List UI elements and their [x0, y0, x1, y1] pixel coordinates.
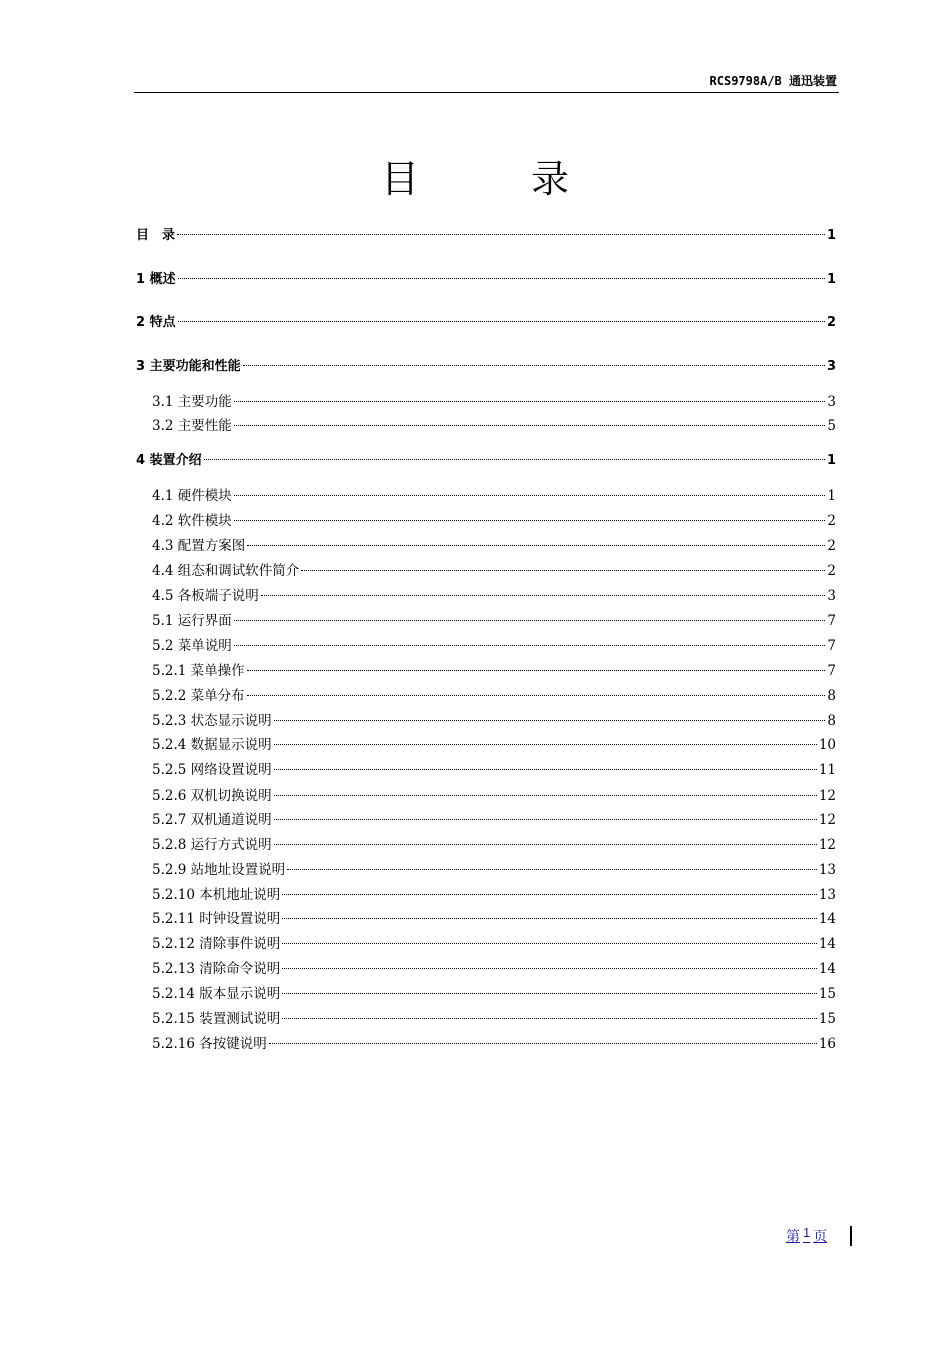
toc-entry-page: 1	[826, 228, 836, 243]
toc-leader	[178, 278, 825, 279]
toc-entry-label: 2 特点	[136, 315, 176, 330]
toc-entry-label: 5.2.13 清除命令说明	[152, 961, 281, 977]
toc-entry[interactable]	[152, 586, 836, 606]
toc-entry-page: 3	[827, 588, 836, 604]
toc-entry-label: 5.2.8 运行方式说明	[152, 837, 272, 853]
toc-entry-label: 目 录	[136, 228, 176, 243]
toc-entry-page: 2	[827, 513, 836, 529]
toc-entry[interactable]	[152, 536, 836, 556]
toc-entry[interactable]	[152, 786, 836, 806]
toc-entry-label: 3.1 主要功能	[152, 394, 232, 410]
toc-entry-page: 13	[818, 862, 836, 878]
toc-leader	[282, 943, 817, 944]
toc-leader	[247, 670, 826, 671]
toc-leader	[247, 695, 826, 696]
toc-leader	[177, 234, 825, 235]
toc-entry[interactable]	[152, 885, 836, 905]
toc-leader	[274, 720, 826, 721]
toc-leader	[243, 365, 825, 366]
toc-entry-page: 12	[818, 837, 836, 853]
toc-entry-page: 3	[827, 394, 836, 410]
document-title: 目 录	[380, 157, 620, 201]
toc-entry-page: 10	[818, 737, 836, 753]
toc-entry-label: 3.2 主要性能	[152, 418, 232, 434]
toc-entry[interactable]	[136, 270, 836, 290]
toc-entry-label: 5.2 菜单说明	[152, 638, 232, 654]
toc-entry-page: 14	[818, 911, 836, 927]
toc-entry-label: 5.2.1 菜单操作	[152, 663, 245, 679]
toc-entry[interactable]	[152, 486, 836, 506]
footer-prefix: 第	[786, 1229, 800, 1245]
toc-leader	[274, 744, 817, 745]
toc-leader	[269, 1043, 817, 1044]
toc-entry-page: 7	[827, 663, 836, 679]
toc-entry[interactable]	[152, 611, 836, 631]
toc-entry[interactable]	[152, 735, 836, 755]
toc-entry-label: 4 装置介绍	[136, 453, 202, 468]
toc-entry-page: 8	[827, 688, 836, 704]
toc-entry[interactable]	[152, 860, 836, 880]
toc-entry-page: 2	[827, 563, 836, 579]
toc-entry-label: 4.1 硬件模块	[152, 488, 232, 504]
toc-entry-page: 2	[826, 315, 836, 330]
toc-entry-page: 3	[826, 359, 836, 374]
toc-entry[interactable]	[136, 313, 836, 333]
toc-entry-page: 7	[827, 613, 836, 629]
toc-leader	[282, 993, 817, 994]
toc-entry[interactable]	[136, 357, 836, 377]
toc-leader	[282, 894, 817, 895]
toc-entry[interactable]	[152, 934, 836, 954]
toc-entry-label: 5.1 运行界面	[152, 613, 232, 629]
toc-entry[interactable]	[152, 909, 836, 929]
toc-leader	[274, 795, 817, 796]
footer-divider	[850, 1226, 852, 1246]
toc-entry-label: 5.2.11 时钟设置说明	[152, 911, 281, 927]
toc-leader	[247, 545, 825, 546]
toc-entry-label: 3 主要功能和性能	[136, 359, 241, 374]
toc-entry[interactable]	[152, 835, 836, 855]
toc-leader	[274, 769, 817, 770]
toc-entry-page: 12	[818, 788, 836, 804]
toc-entry-label: 5.2.9 站地址设置说明	[152, 862, 286, 878]
toc-leader	[274, 844, 817, 845]
toc-entry-page: 8	[827, 713, 836, 729]
toc-entry[interactable]	[152, 1009, 836, 1029]
footer-page-number: 1	[803, 1225, 811, 1240]
toc-entry-label: 5.2.12 清除事件说明	[152, 936, 281, 952]
toc-entry[interactable]	[152, 984, 836, 1004]
toc-entry[interactable]	[136, 226, 836, 246]
toc-entry[interactable]	[152, 511, 836, 531]
toc-entry-page: 12	[818, 812, 836, 828]
toc-entry-label: 5.2.15 装置测试说明	[152, 1011, 281, 1027]
toc-entry[interactable]	[152, 760, 836, 780]
toc-leader	[234, 495, 826, 496]
toc-entry-page: 2	[827, 538, 836, 554]
toc-entry[interactable]	[152, 392, 836, 412]
toc-entry[interactable]	[136, 451, 836, 471]
toc-leader	[234, 645, 826, 646]
toc-entry-label: 4.3 配置方案图	[152, 538, 246, 554]
toc-entry-page: 13	[818, 887, 836, 903]
toc-leader	[274, 819, 817, 820]
toc-entry-label: 5.2.16 各按键说明	[152, 1036, 267, 1052]
toc-entry[interactable]	[152, 810, 836, 830]
toc-leader	[282, 968, 817, 969]
toc-entry[interactable]	[152, 959, 836, 979]
toc-entry-label: 5.2.14 版本显示说明	[152, 986, 281, 1002]
toc-entry[interactable]	[152, 561, 836, 581]
toc-leader	[234, 401, 826, 402]
toc-leader	[178, 321, 825, 322]
toc-leader	[234, 620, 826, 621]
toc-entry[interactable]	[152, 416, 836, 436]
page-footer	[786, 1225, 827, 1246]
toc-entry[interactable]	[152, 686, 836, 706]
toc-leader	[234, 425, 826, 426]
toc-entry-label: 5.2.7 双机通道说明	[152, 812, 272, 828]
toc-entry-label: 5.2.4 数据显示说明	[152, 737, 272, 753]
toc-entry-label: 1 概述	[136, 272, 176, 287]
toc-leader	[282, 918, 817, 919]
toc-entry-page: 1	[827, 488, 836, 504]
toc-entry-page: 1	[826, 453, 836, 468]
toc-entry-label: 4.4 组态和调试软件简介	[152, 563, 300, 579]
toc-entry[interactable]	[152, 661, 836, 681]
toc-leader	[204, 459, 825, 460]
toc-entry-page: 16	[818, 1036, 836, 1052]
toc-entry[interactable]	[152, 636, 836, 656]
toc-entry-label: 4.2 软件模块	[152, 513, 232, 529]
toc-entry-page: 1	[826, 272, 836, 287]
toc-leader	[234, 520, 826, 521]
footer-suffix: 页	[813, 1229, 828, 1245]
toc-leader	[282, 1018, 817, 1019]
toc-entry-label: 5.2.6 双机切换说明	[152, 788, 272, 804]
toc-entry-label: 5.2.5 网络设置说明	[152, 762, 272, 778]
toc-entry-label: 5.2.10 本机地址说明	[152, 887, 281, 903]
header-title: RCS9798A/B 通迅装置	[709, 74, 837, 88]
page-header	[134, 68, 839, 93]
toc-entry[interactable]	[152, 711, 836, 731]
toc-entry[interactable]	[152, 1034, 836, 1054]
toc-entry-page: 14	[818, 936, 836, 952]
toc-entry-page: 7	[827, 638, 836, 654]
toc-entry-page: 5	[827, 418, 836, 434]
toc-entry-page: 15	[818, 1011, 836, 1027]
toc-entry-label: 4.5 各板端子说明	[152, 588, 259, 604]
toc-entry-label: 5.2.2 菜单分布	[152, 688, 245, 704]
toc-leader	[301, 570, 825, 571]
toc-entry-page: 11	[818, 762, 836, 778]
toc-entry-page: 14	[818, 961, 836, 977]
toc-entry-page: 15	[818, 986, 836, 1002]
toc-leader	[261, 595, 826, 596]
toc-entry-label: 5.2.3 状态显示说明	[152, 713, 272, 729]
toc-leader	[287, 869, 817, 870]
